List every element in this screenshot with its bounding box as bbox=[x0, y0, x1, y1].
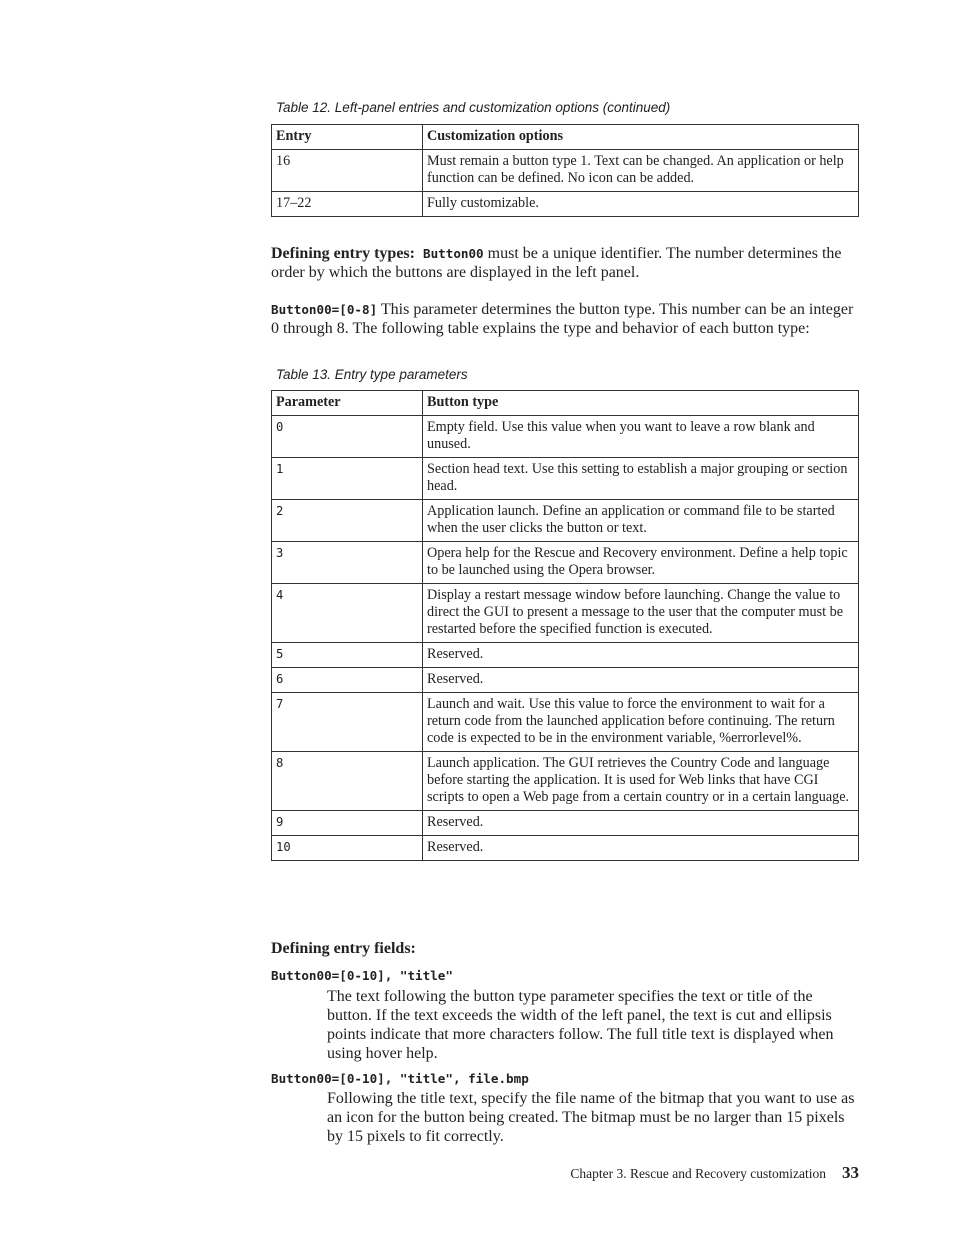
table-row bbox=[272, 836, 859, 861]
table-row bbox=[272, 500, 859, 542]
button-type-cell: Display a restart message window before launching. Change the value to direct the GUI to present a message to the user that the computer must be restarted before the specified function is executed. bbox=[423, 584, 859, 643]
button-type-cell: Application launch. Define an application or command file to be started when the user clicks the button or text. bbox=[423, 500, 859, 542]
entry-cell: 16 bbox=[272, 150, 423, 192]
page-number: 33 bbox=[842, 1163, 859, 1182]
entry-types-text: must be a unique identifier. The number determines the order by which the buttons are displayed in the left panel. bbox=[271, 245, 842, 281]
table-row bbox=[272, 150, 859, 192]
entry-field-term: Button00=[0-10], "title", file.bmp bbox=[271, 1071, 529, 1086]
entry-field-description: Following the title text, specify the file name of the bitmap that you want to use as an icon for the button being created. The bitmap must be no larger than 15 pixels by 15 pixels to fit correctly. bbox=[327, 1090, 855, 1145]
button-type-cell: Section head text. Use this setting to establish a major grouping or section head. bbox=[423, 458, 859, 500]
button-type-cell: Reserved. bbox=[423, 836, 859, 861]
options-cell: Must remain a button type 1. Text can be changed. An application or help function can be defined. No icon can be added. bbox=[423, 150, 859, 192]
table-row bbox=[272, 458, 859, 500]
entry-types-paragraph bbox=[271, 244, 861, 282]
entry-field-term: Button00=[0-10], "title" bbox=[271, 968, 453, 983]
table-header-row bbox=[272, 391, 859, 416]
chapter-title: Chapter 3. Rescue and Recovery customization bbox=[570, 1166, 826, 1181]
entry-types-lead: Defining entry types: bbox=[271, 245, 415, 262]
parameter-cell: 4 bbox=[272, 584, 423, 643]
parameter-cell: 9 bbox=[272, 811, 423, 836]
table-row bbox=[272, 693, 859, 752]
parameter-cell: 2 bbox=[272, 500, 423, 542]
entry-cell: 17–22 bbox=[272, 192, 423, 217]
options-cell: Fully customizable. bbox=[423, 192, 859, 217]
table-row bbox=[272, 584, 859, 643]
button-type-cell: Reserved. bbox=[423, 811, 859, 836]
parameter-cell: 0 bbox=[272, 416, 423, 458]
table-13-caption: Table 13. Entry type parameters bbox=[276, 367, 468, 382]
parameter-cell: 3 bbox=[272, 542, 423, 584]
table-13 bbox=[271, 390, 859, 861]
column-header: Parameter bbox=[272, 391, 423, 416]
entry-types-code: Button00 bbox=[422, 246, 484, 261]
entry-field-description: The text following the button type parameter specifies the text or title of the button. If the text exceeds the width of the left panel, the text is cut and ellipsis points indicate that more characters follow. The full title text is displayed when using hover help. bbox=[327, 988, 834, 1062]
table-header-row bbox=[272, 125, 859, 150]
button-type-paragraph bbox=[271, 300, 861, 338]
button-type-cell: Reserved. bbox=[423, 668, 859, 693]
table-row bbox=[272, 192, 859, 217]
page-footer bbox=[520, 1163, 859, 1183]
table-12-caption: Table 12. Left-panel entries and customization options (continued) bbox=[276, 100, 671, 115]
button-type-cell: Launch application. The GUI retrieves the Country Code and language before starting the application. It is used for Web links that have CGI scripts to open a Web page from a certain country or in a certain language. bbox=[423, 752, 859, 811]
column-header: Customization options bbox=[423, 125, 859, 150]
button-type-code: Button00=[0-8] bbox=[271, 302, 378, 317]
button-type-cell: Empty field. Use this value when you want to leave a row blank and unused. bbox=[423, 416, 859, 458]
parameter-cell: 7 bbox=[272, 693, 423, 752]
table-row bbox=[272, 811, 859, 836]
table-row bbox=[272, 752, 859, 811]
parameter-cell: 10 bbox=[272, 836, 423, 861]
table-12 bbox=[271, 124, 859, 217]
column-header: Button type bbox=[423, 391, 859, 416]
table-row bbox=[272, 416, 859, 458]
table-row bbox=[272, 643, 859, 668]
button-type-cell: Launch and wait. Use this value to force the environment to wait for a return code from the launched application before continuing. The return code is expected to be in the environment variable, %errorlevel%. bbox=[423, 693, 859, 752]
table-row bbox=[272, 542, 859, 584]
parameter-cell: 1 bbox=[272, 458, 423, 500]
parameter-cell: 6 bbox=[272, 668, 423, 693]
button-type-text: This parameter determines the button type. This number can be an integer 0 through 8. The following table explains the type and behavior of each button type: bbox=[271, 301, 854, 337]
entry-fields-heading: Defining entry fields: bbox=[271, 940, 416, 957]
column-header: Entry bbox=[272, 125, 423, 150]
parameter-cell: 5 bbox=[272, 643, 423, 668]
table-row bbox=[272, 668, 859, 693]
button-type-cell: Reserved. bbox=[423, 643, 859, 668]
parameter-cell: 8 bbox=[272, 752, 423, 811]
button-type-cell: Opera help for the Rescue and Recovery environment. Define a help topic to be launched using the Opera browser. bbox=[423, 542, 859, 584]
